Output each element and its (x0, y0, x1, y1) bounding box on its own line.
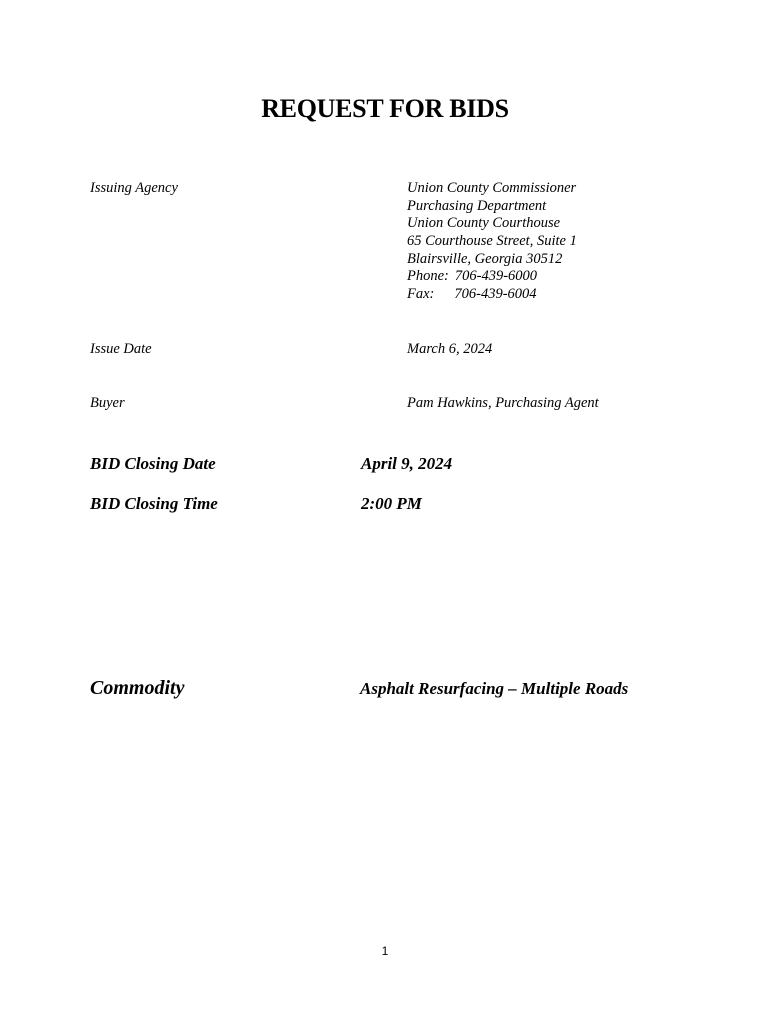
buyer-value: Pam Hawkins, Purchasing Agent (407, 395, 599, 411)
phone-label: Phone: (407, 268, 449, 285)
phone-number: 706-439-6000 (454, 268, 538, 285)
fax-number: 706-439-6004 (454, 286, 537, 303)
issuing-agency-address (407, 180, 577, 304)
address-line-agency: Union County Commissioner (407, 180, 577, 196)
bid-closing-date-label: BID Closing Date (90, 454, 216, 473)
phone-line (407, 268, 577, 286)
issuing-agency-label: Issuing Agency (90, 180, 178, 196)
page-title: REQUEST FOR BIDS (261, 94, 509, 123)
buyer-label: Buyer (90, 395, 125, 411)
bid-closing-time-label: BID Closing Time (90, 494, 218, 513)
bid-closing-date-value: April 9, 2024 (361, 454, 453, 473)
address-line-street: 65 Courthouse Street, Suite 1 (407, 233, 577, 250)
bid-closing-time-value: 2:00 PM (361, 494, 422, 513)
address-line-city: Blairsville, Georgia 30512 (407, 250, 563, 267)
address-line-building: Union County Courthouse (407, 215, 561, 232)
commodity-label: Commodity (90, 677, 185, 699)
fax-label: Fax: (407, 286, 435, 303)
page-number: 1 (381, 944, 389, 958)
fax-line (407, 286, 577, 304)
commodity-value: Asphalt Resurfacing – Multiple Roads (360, 679, 629, 698)
issue-date-label: Issue Date (90, 341, 152, 357)
address-line-department: Purchasing Department (407, 197, 547, 214)
issue-date-value: March 6, 2024 (407, 341, 493, 357)
